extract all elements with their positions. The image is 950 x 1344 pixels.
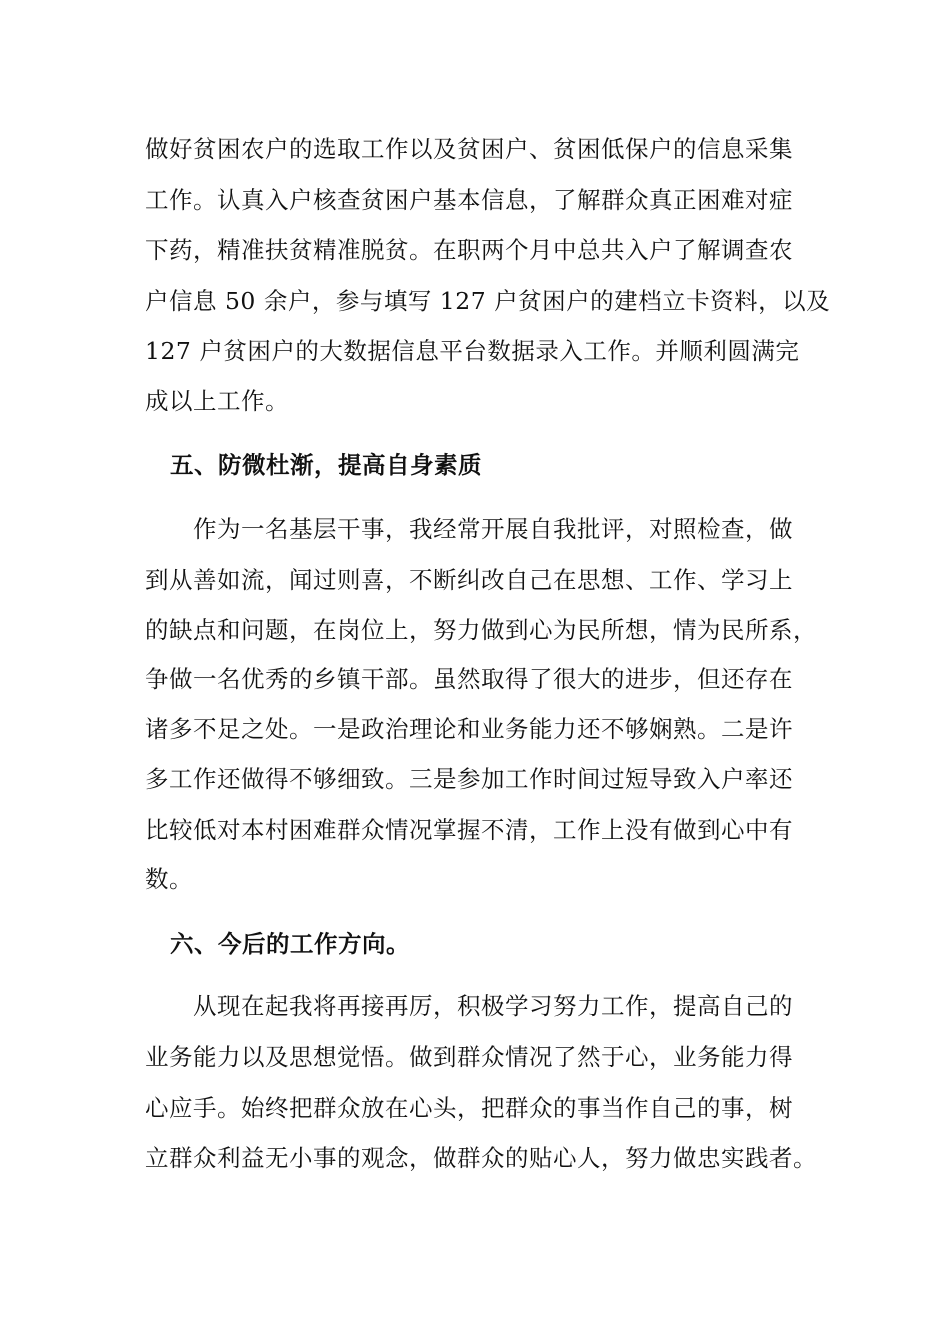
text-line: 心应手。始终把群众放在心头，把群众的事当作自己的事，树 bbox=[145, 1094, 793, 1122]
text-line: 的缺点和问题，在岗位上，努力做到心为民所想，情为民所系， bbox=[145, 616, 817, 644]
text-line: 从现在起我将再接再厉，积极学习努力工作，提高自己的 bbox=[193, 992, 793, 1020]
text-line: 户信息 50 余户，参与填写 127 户贫困户的建档立卡资料，以及 bbox=[145, 287, 831, 315]
section-heading-6: 六、今后的工作方向。 bbox=[170, 930, 410, 958]
text-line: 工作。认真入户核查贫困户基本信息，了解群众真正困难对症 bbox=[145, 186, 793, 214]
text-line: 数。 bbox=[145, 865, 193, 893]
text-line: 作为一名基层干事，我经常开展自我批评，对照检查，做 bbox=[193, 515, 793, 543]
text-line: 业务能力以及思想觉悟。做到群众情况了然于心，业务能力得 bbox=[145, 1043, 793, 1071]
text-line: 立群众利益无小事的观念，做群众的贴心人，努力做忠实践者。 bbox=[145, 1144, 817, 1172]
text-line: 争做一名优秀的乡镇干部。虽然取得了很大的进步，但还存在 bbox=[145, 665, 793, 693]
text-line: 成以上工作。 bbox=[145, 387, 289, 415]
text-line: 到从善如流，闻过则喜，不断纠改自己在思想、工作、学习上 bbox=[145, 566, 793, 594]
text-line: 下药，精准扶贫精准脱贫。在职两个月中总共入户了解调查农 bbox=[145, 236, 793, 264]
text-line: 比较低对本村困难群众情况掌握不清，工作上没有做到心中有 bbox=[145, 816, 793, 844]
text-line: 做好贫困农户的选取工作以及贫困户、贫困低保户的信息采集 bbox=[145, 135, 793, 163]
text-line: 诸多不足之处。一是政治理论和业务能力还不够娴熟。二是许 bbox=[145, 715, 793, 743]
text-line: 多工作还做得不够细致。三是参加工作时间过短导致入户率还 bbox=[145, 765, 793, 793]
text-line: 127 户贫困户的大数据信息平台数据录入工作。并顺利圆满完 bbox=[145, 337, 800, 365]
section-heading-5: 五、防微杜渐，提高自身素质 bbox=[170, 451, 482, 479]
